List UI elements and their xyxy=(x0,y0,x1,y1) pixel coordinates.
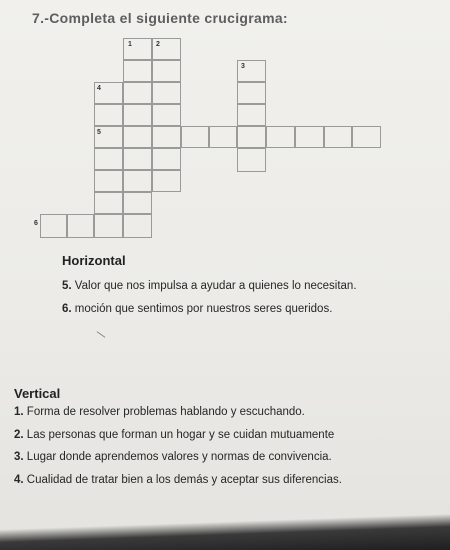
crossword-cell[interactable] xyxy=(152,60,181,82)
crossword-cell[interactable] xyxy=(237,104,266,126)
clue-number-label: 4. xyxy=(14,474,24,486)
clue-number-2: 2 xyxy=(156,41,160,48)
crossword-cell[interactable] xyxy=(152,82,181,104)
crossword-cell[interactable] xyxy=(152,104,181,126)
crossword-cell[interactable] xyxy=(94,192,123,214)
clue-number-6: 6 xyxy=(34,220,38,227)
clue-number-3: 3 xyxy=(241,63,245,70)
clue-text: Valor que nos impulsa a ayudar a quienes lo necesitan. xyxy=(74,280,357,292)
exercise-title: 7.-Completa el siguiente crucigrama: xyxy=(32,10,288,26)
vertical-clue-1 xyxy=(14,406,305,418)
crossword-cell[interactable] xyxy=(123,170,152,192)
crossword-cell[interactable] xyxy=(123,60,152,82)
crossword-cell[interactable] xyxy=(181,126,209,148)
crossword-cell[interactable] xyxy=(94,214,123,238)
crossword-cell[interactable] xyxy=(123,148,152,170)
crossword-cell[interactable] xyxy=(40,214,67,238)
clue-number-1: 1 xyxy=(128,41,132,48)
vertical-clue-2 xyxy=(14,429,334,441)
clue-number-label: 6. xyxy=(62,303,72,315)
crossword-cell[interactable] xyxy=(152,170,181,192)
clue-text: Lugar donde aprendemos valores y normas de convivencia. xyxy=(26,451,332,463)
crossword-cell[interactable] xyxy=(237,82,266,104)
horizontal-clue-5 xyxy=(62,280,357,292)
clue-number-label: 3. xyxy=(14,451,24,463)
clue-text: Forma de resolver problemas hablando y escuchando. xyxy=(26,406,305,418)
crossword-cell[interactable] xyxy=(123,214,152,238)
clue-text: Cualidad de tratar bien a los demás y aceptar sus diferencias. xyxy=(26,474,342,486)
vertical-clue-4 xyxy=(14,474,342,486)
crossword-cell[interactable] xyxy=(67,214,94,238)
crossword-cell[interactable] xyxy=(94,170,123,192)
crossword-cell[interactable] xyxy=(123,104,152,126)
crossword-cell[interactable] xyxy=(209,126,237,148)
horizontal-clue-6 xyxy=(62,303,332,315)
crossword-cell[interactable] xyxy=(152,126,181,148)
horizontal-heading: Horizontal xyxy=(62,253,126,268)
clue-text: Las personas que forman un hogar y se cuidan mutuamente xyxy=(26,429,335,441)
crossword-cell[interactable] xyxy=(237,148,266,172)
page-edge-shadow xyxy=(0,514,450,550)
crossword-cell[interactable] xyxy=(266,126,295,148)
crossword-cell[interactable] xyxy=(152,148,181,170)
crossword-cell[interactable] xyxy=(94,148,123,170)
crossword-cell[interactable] xyxy=(94,104,123,126)
pencil-mark xyxy=(97,331,106,338)
crossword-cell[interactable] xyxy=(352,126,381,148)
crossword-cell[interactable] xyxy=(123,126,152,148)
clue-number-label: 5. xyxy=(62,280,72,292)
crossword-cell[interactable] xyxy=(324,126,352,148)
vertical-heading: Vertical xyxy=(14,386,61,401)
crossword-cell[interactable] xyxy=(295,126,324,148)
crossword-grid xyxy=(0,0,450,260)
clue-number-label: 1. xyxy=(14,406,24,418)
crossword-cell[interactable] xyxy=(123,82,152,104)
clue-number-4: 4 xyxy=(97,85,101,92)
clue-number-5: 5 xyxy=(97,129,101,136)
crossword-cell[interactable] xyxy=(123,192,152,214)
clue-text: moción que sentimos por nuestros seres queridos. xyxy=(74,303,333,315)
crossword-cell[interactable] xyxy=(237,126,266,148)
vertical-clue-3 xyxy=(14,451,332,463)
clue-number-label: 2. xyxy=(14,429,24,441)
